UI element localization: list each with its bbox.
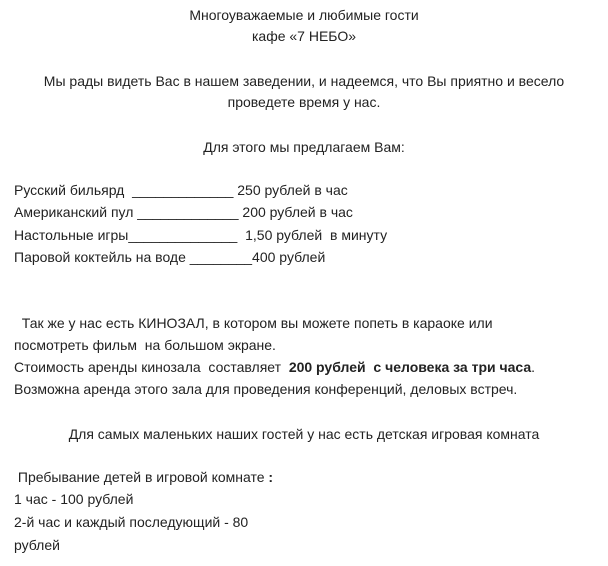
cinema-line-2: посмотреть фильм на большом экране. [14,337,276,353]
kids-room-title-colon: : [268,469,274,485]
kids-room-price-1: 1 час - 100 рублей [14,491,134,507]
welcome-line-2: проведете время у нас. [227,94,381,110]
price-item: Американский пул _____________ 200 рублей в час [14,204,353,220]
price-item: Русский бильярд _____________ 250 рублей в час [14,182,348,198]
cinema-price-suffix: . [531,359,536,375]
kids-intro: Для самых маленьких наших гостей у нас есть детская игровая комната [68,426,540,442]
cinema-price-prefix: Стоимость аренды кинозала составляет [14,359,289,375]
heading-line-1: Многоуважаемые и любимые гости [189,7,419,23]
cinema-line-4: Возможна аренда этого зала для проведения конференций, деловых встреч. [14,381,518,397]
kids-room-price-2-cont: рублей [14,537,60,553]
offer-intro: Для этого мы предлагаем Вам: [203,139,405,155]
kids-room-price-2: 2-й час и каждый последующий - 80 [14,514,249,530]
cinema-price-bold: 200 рублей с человека за три часа [288,359,532,375]
kids-room-title-text: Пребывание детей в игровой комнате [14,469,269,485]
price-item: Паровой коктейль на воде ________400 рублей [14,249,326,265]
heading-line-2: кафе «7 НЕБО» [251,28,357,44]
welcome-line-1: Мы рады видеть Вас в нашем заведении, и надеемся, что Вы приятно и весело [43,73,565,89]
kids-room-title [14,468,273,486]
cinema-price-line [14,358,535,376]
cinema-line-1: Так же у нас есть КИНОЗАЛ, в котором вы можете попеть в караоке или [14,315,493,331]
price-item: Настольные игры______________ 1,50 рублей в минуту [14,227,388,243]
